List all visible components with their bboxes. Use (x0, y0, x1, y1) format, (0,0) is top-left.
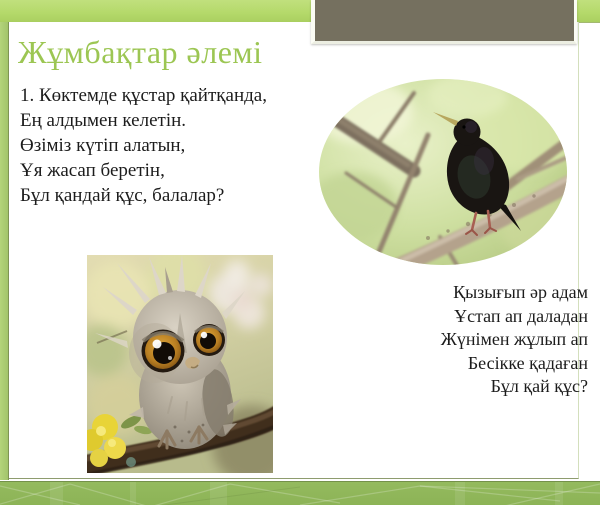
header-accent-box (311, 0, 577, 44)
starling-photo (318, 77, 568, 267)
left-border-strip (0, 22, 9, 480)
riddle-line: Бұл қандай құс, балалар? (20, 185, 225, 206)
slide-title: Жұмбақтар әлемі (18, 34, 263, 70)
riddle-line: 1. Көктемде құстар қайтқанда, (20, 85, 267, 106)
riddle-line: Өзіміз күтіп алатын, (20, 135, 186, 156)
right-eye (193, 324, 225, 356)
bottom-band-decoration (0, 481, 600, 505)
riddle-line: Ұстап ап даладан (454, 305, 588, 326)
owl-photo (87, 255, 273, 473)
riddle-line: Қызығып әр адам (453, 282, 588, 302)
riddle-line: Жүнімен жұлып ап (440, 329, 588, 349)
riddle-line: Ұя жасап беретін, (20, 160, 165, 181)
riddle-2-text (358, 281, 588, 399)
riddle-line: Ең алдымен келетін. (20, 110, 187, 131)
left-eye (142, 330, 185, 373)
riddle-1-text (20, 83, 320, 208)
riddle-line: Бесікке қадаған (467, 352, 588, 373)
riddle-line: Бұл қай құс? (490, 376, 588, 396)
